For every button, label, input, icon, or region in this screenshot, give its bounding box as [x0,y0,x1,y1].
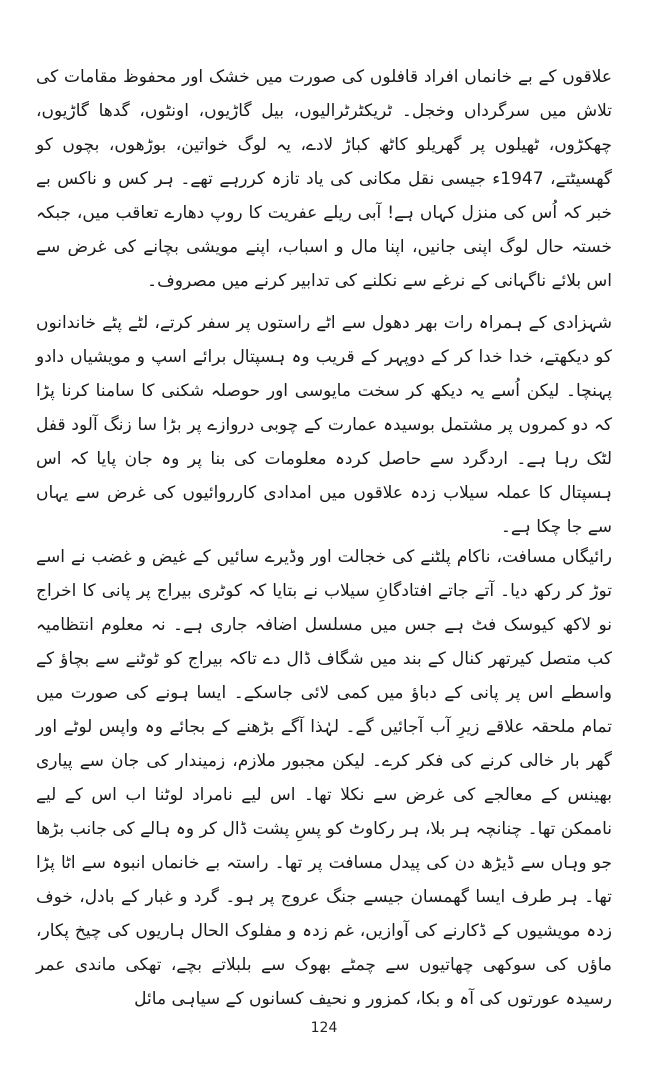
paragraph-3-text: رائیگاں مسافت، ناکام پلٹنے کی خجالت اور وڈیرے سائیں کے غیض و غضب نے اسے توڑ کر رکھ دیا۔ آتے جاتے افتادگانِ سیلاب نے بتایا کہ کوٹری بیراج پر پانی کا اخراج نو لاکھ کیوسک فٹ ہے جس میں مسلسل اضافہ جاری ہے۔ نہ معلوم انتظامیہ کب متصل کیرتھر کنال کے بند میں شگاف ڈال دے تاکہ بیراج کو ٹوٹنے سے بچاؤ کے واسطے اس پر پانی کے دباؤ میں کمی لائی جاسکے۔ ایسا ہونے کی صورت میں تمام ملحقہ علاقے زیرِ آب آجائیں گے۔ لہٰذا آگے بڑھنے کے بجائے وہ واپس لوٹے اور گھر بار خالی کرنے کی فکر کرے۔ لیکن مجبور ملازم، زمیندار کی جان سے پیاری بھینس کے معالجے کی غرض سے نکلا تھا۔ اس لیے نامراد لوٹنا اب اس کے لیے ناممکن تھا۔ چنانچہ ہر بلا، ہر رکاوٹ کو پسِ پشت ڈال کر وہ ہالے کی جانب بڑھا جو وہاں سے ڈیڑھ دن کی پیدل مسافت پر تھا۔ راستہ بے خانماں انبوہ سے اٹا پڑا تھا۔ ہر طرف ایسا گھمسان جیسے جنگ عروج پر ہو۔ گرد و غبار کے بادل، خوف زدہ مویشیوں کے ڈکارنے کی آوازیں، غم زدہ و مفلوک الحال ہاریوں کی چیخ پکار، ماؤں کی سوکھی چھاتیوں سے چمٹے بھوک سے بلبلاتے بچے، تھکی ماندی عمر رسیدہ عورتوں کی آہ و بکا، کمزور و نحیف کسانوں کے سیاہی مائل [36,547,612,1009]
paragraph-1 [36,60,612,298]
paragraph-2 [36,306,612,544]
paragraph-3 [36,540,612,1016]
page-number: 124 [310,1020,338,1036]
paragraph-2-text: شہزادی کے ہمراہ رات بھر دھول سے اٹے راستوں پر سفر کرتے، لٹے پٹے خاندانوں کو دیکھتے، خدا خدا کر کے دوپہر کے قریب وہ ہسپتال برائے اسپ و مویشیاں دادو پہنچا۔ لیکن اُسے یہ دیکھ کر سخت مایوسی اور حوصلہ شکنی کا سامنا کرنا پڑا کہ دو کمروں پر مشتمل بوسیدہ عمارت کے چوبی دروازے پر بڑا سا زنگ آلود قفل لٹک رہا ہے۔ اردگرد سے حاصل کردہ معلومات کی بنا پر وہ جان پایا کہ اس ہسپتال کا عملہ سیلاب زدہ علاقوں میں امدادی کارروائیوں کی غرض سے یہاں سے جا چکا ہے۔ [36,313,612,537]
paragraph-1-text: علاقوں کے بے خانماں افراد قافلوں کی صورت میں خشک اور محفوظ مقامات کی تلاش میں سرگرداں وخجل۔ ٹریکٹرٹرالیوں، بیل گاڑیوں، اونٹوں، گدھا گاڑیوں، چھکڑوں، ٹھیلوں پر گھریلو کاٹھ کباڑ لادے، یہ لوگ خواتین، بوڑھوں، بچوں کو گھسیٹتے، 1947ء جیسی نقل مکانی کی یاد تازہ کررہے تھے۔ ہر کس و ناکس بے خبر کہ اُس کی منزل کہاں ہے! آبی ریلے عفریت کا روپ دھارے تعاقب میں، جبکہ خستہ حال لوگ اپنی جانیں، اپنا مال و اسباب، اپنے مویشی بچانے کی غرض سے اس بلائے ناگہانی کے نرغے سے نکلنے کی تدابیر کرنے میں مصروف۔ [36,67,612,291]
